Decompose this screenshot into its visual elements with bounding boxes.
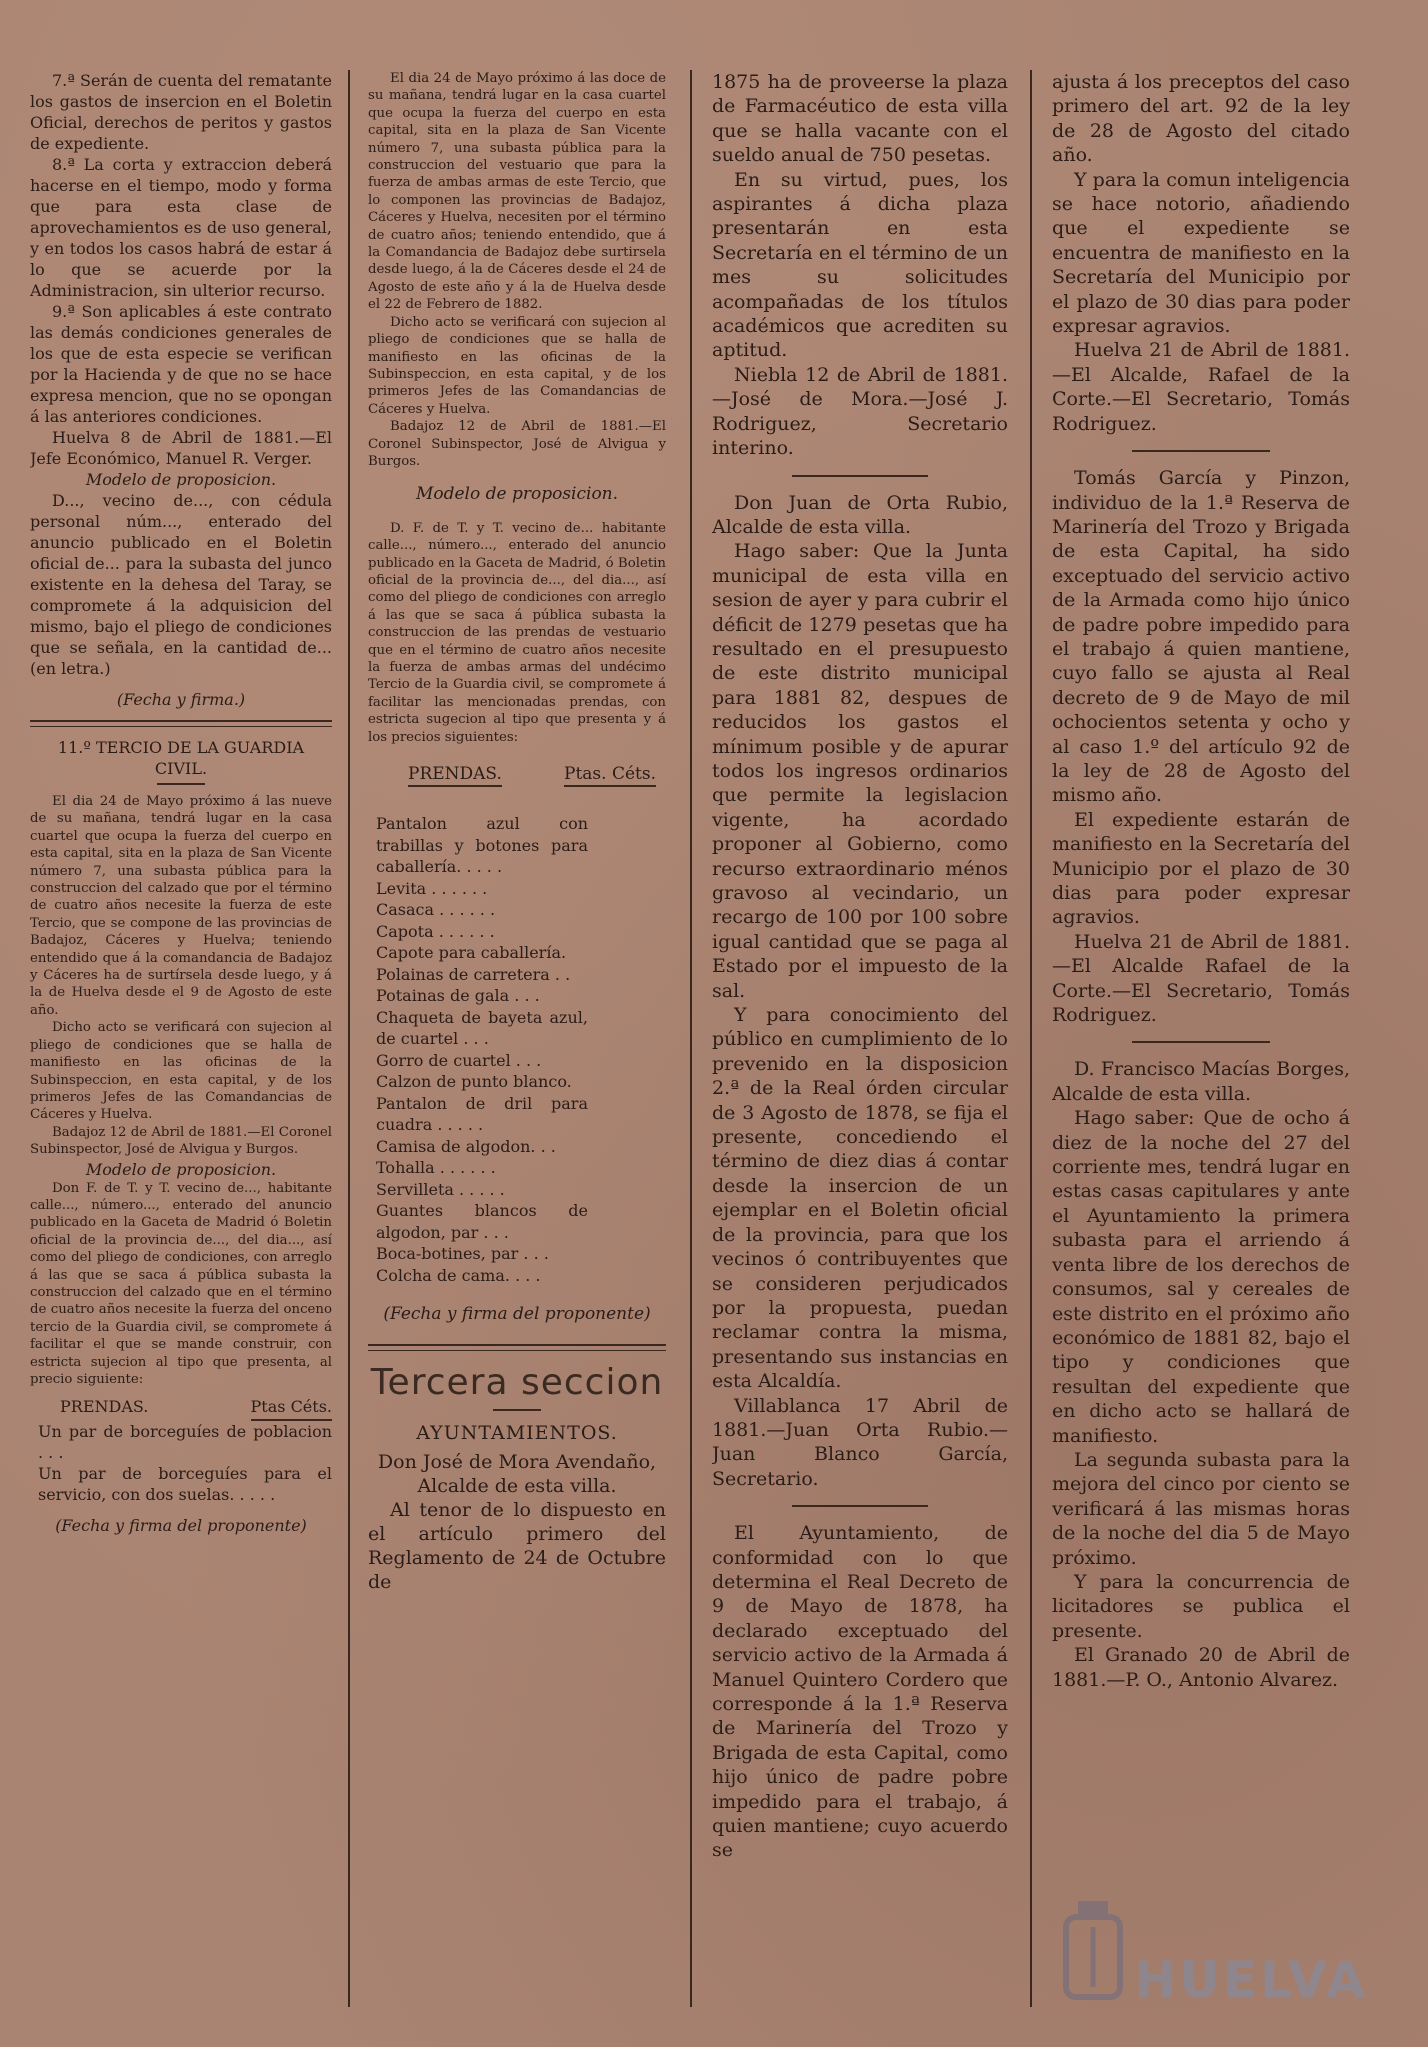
list-item: Levita . . . . . . <box>376 878 488 898</box>
paragraph: 7.ª Serán de cuenta del rematante los gastos de insercion en el Boletin Oficial, derechos de peritos y gastos de expediente. <box>30 71 332 153</box>
paragraph: 1875 ha de proveerse la plaza de Farmacéutico de esta villa que se halla vacante con el sueldo anual de 750 pesetas. <box>712 71 1008 167</box>
signature-line: Badajoz 12 de Abril de 1881.—El Coronel Subinspector, José de Alvigua y Burgos. <box>368 419 666 469</box>
signature-line: Villablanca 17 Abril de 1881.—Juan Orta Rubio.—Juan Blanco García, Secretario. <box>712 1394 1008 1490</box>
paragraph: El dia 24 de Mayo próximo á las nueve de su mañana, tendrá lugar en la casa cuartel que ocupa la fuerza del cuerpo en esta capital, sita en la plaza de San Vicente número 7, una subasta pública para la construccion del calzado que por el término de cuatro años necesite la fuerza de este Tercio, que se compone de las provincias de Badajoz, Cáceres y Huelva; teniendo entendido que á la comandancia de Badajoz y Cáceres ha de surtírsela desde luego, y á la de Huelva desde el 9 de Agosto de este año. <box>30 794 332 1018</box>
paragraph: Y para conocimiento del público en cumplimiento de lo prevenido en la disposicion 2.ª de la Real órden circular de 3 Agosto de 1878, se fija el presente, concediendo el término de diez dias á contar desde la insercion de un ejemplar en el Boletin oficial de la provincia, para que los vecinos ó contribuyentes que se consideren perjudicados por la propuesta, puedan reclamar contra la misma, presentando sus instancias en esta Alcaldía. <box>712 1004 1008 1393</box>
divider <box>157 783 205 785</box>
date-signature-note: (Fecha y firma.) <box>116 690 246 709</box>
list-item: Pantalon de dril para cuadra . . . . . <box>376 1093 588 1135</box>
column-2 <box>368 70 666 2027</box>
list-item: Potainas de gala . . . <box>376 986 540 1006</box>
paragraph: El expediente estarán de manifiesto en la Secretaría del Municipio por el plazo de 30 dias para poder expresar agravios. <box>1052 808 1350 929</box>
ptas-label: Ptas Céts. <box>251 1396 332 1421</box>
column-1 <box>30 70 332 2027</box>
signature-line: Huelva 8 de Abril de 1881.—El Jefe Económico, Manuel R. Verger. <box>30 428 332 468</box>
list-item: Servilleta . . . . . <box>376 1179 505 1199</box>
section-subtitle: Modelo de proposicion. <box>415 484 619 505</box>
prendas-label: PRENDAS. <box>408 766 502 787</box>
section-heading: AYUNTAMIENTOS. <box>416 1421 618 1444</box>
archive-watermark: HUELVA <box>1134 1951 1368 2009</box>
paragraph: El dia 24 de Mayo próximo á las doce de su mañana, tendrá lugar en la casa cuartel que ocupa la fuerza del cuerpo en esta capital, sita en la plaza de San Vicente número 7, una subasta pública para la construccion del vestuario que para la fuerza de ambas armas de este Tercio, que lo componen las provincias de Badajoz, Cáceres y Huelva, necesiten por el término de cuatro años; teniendo entendido, que á la Comandancia de Badajoz debe surtirsela desde luego, á la de Cáceres desde el 24 de Agosto de este año y á la de Huelva desde el 22 de Febrero de 1882. <box>368 71 666 313</box>
divider <box>792 1505 928 1507</box>
list-item: Casaca . . . . . . <box>376 900 496 920</box>
list-item: Un par de borceguíes de poblacion . . . <box>38 1422 332 1463</box>
coat-of-arms-watermark <box>1058 1897 1128 2007</box>
list-item: Tohalla . . . . . . <box>376 1158 496 1178</box>
paragraph: Hago saber: Que la Junta municipal de esta villa en sesion de ayer y para cubrir el déficit de 1279 pesetas que ha resultado en el presupuesto de este distrito municipal para 1881 82, despues de reducidos los gastos el mínimum posible y de apurar todos los ingresos ordinarios que permite la legislacion vigente, ha acordado proponer al Gobierno, como recurso extraordinario ménos gravoso al vecindario, un recargo de 100 por 100 sobre igual cantidad que se paga al Estado por el impuesto de la sal. <box>712 540 1008 1002</box>
column-3 <box>712 70 1008 2027</box>
paragraph: 9.ª Son aplicables á este contrato las demás condiciones generales de los que de esta especie se verifican por la Hacienda y de que no se hace expresa mencion, que no se opongan á las anteriores condiciones. <box>30 302 332 426</box>
ptas-label: Ptas. Céts. <box>564 766 656 787</box>
prendas-header <box>368 766 666 787</box>
date-signature-note: (Fecha y firma del proponente) <box>55 1516 307 1536</box>
prendas-header <box>30 1396 332 1421</box>
section-subtitle: Modelo de proposicion. <box>85 470 277 489</box>
paragraph: Dicho acto se verificará con sujecion al pliego de condiciones que se halla de manifiesto en las oficinas de la Subinspeccion, en esta capital, y de los primeros Jefes de las Comandancias de Cáceres y Huelva. <box>368 314 666 417</box>
paragraph: ajusta á los preceptos del caso primero del art. 92 de la ley de 28 de Agosto del citado año. <box>1052 71 1350 167</box>
date-signature-note: (Fecha y firma del proponente) <box>383 1304 651 1325</box>
list-item: Colcha de cama. . . . <box>376 1265 541 1285</box>
column-rule <box>348 70 350 2007</box>
paragraph: Dicho acto se verificará con sujecion al pliego de condiciones que se halla de manifiesto en las oficinas de la Subinspeccion, en esta capital, y de los primeros Jefes de las Comandancias de Cáceres y Huelva. <box>30 1020 332 1123</box>
section-title: Tercera seccion <box>370 1361 664 1403</box>
prendas-label: PRENDAS. <box>60 1397 149 1417</box>
divider <box>493 1409 541 1411</box>
signature-line: Niebla 12 de Abril de 1881.—José de Mora.—José J. Rodriguez, Secretario interino. <box>712 363 1008 460</box>
list-item: Chaqueta de bayeta azul, de cuartel . . . <box>376 1007 588 1049</box>
paragraph: D. F. de T. y T. vecino de... habitante calle..., número..., enterado del anuncio publicado en la Gaceta de Madrid, ó Boletin oficial de la provincia de..., del dia..., así como del pliego de condiciones con arreglo á las que se saca á pública subasta la construccion de las prendas de vestuario que en el término de cuatro años necesite la fuerza de ambas armas del undécimo Tercio de la Guardia civil, se compromete á facilitar las mencionadas prendas, con estricta sugecion al tipo que presenta y á los precios siguientes: <box>368 520 666 745</box>
paragraph: El Ayuntamiento, de conformidad con lo que determina el Real Decreto de 9 de Mayo de 1878, ha declarado exceptuado del servicio activo de la Armada á Manuel Quintero Cordero que corresponde á la 1.ª Reserva de Marinería del Trozo y Brigada de esta Capital, como hijo único de padre pobre impedido para el trabajo, á quien mantiene; cuyo acuerdo se <box>712 1522 1008 1862</box>
paragraph: Tomás García y Pinzon, individuo de la 1.ª Reserva de Marinería del Trozo y Brigada de esta Capital, ha sido exceptuado del servicio activo de la Armada como hijo único de padre pobre impedido para el trabajo á quien mantiene, cuyo fallo se ajusta al Real decreto de 9 de Mayo de mil ochocientos setenta y ocho y al caso 1.º del artículo 92 de la ley de 28 de Agosto del mismo año. <box>1052 467 1350 807</box>
list-item: Polainas de carretera . . <box>376 964 571 984</box>
paragraph: Y para la concurrencia de licitadores se publica el presente. <box>1052 1570 1350 1642</box>
signature-line: Huelva 21 de Abril de 1881.—El Alcalde, Rafael de la Corte.—El Secretario, Tomás Rodriguez. <box>1052 339 1350 435</box>
divider <box>792 475 928 477</box>
list-item: Guantes blancos de algodon, par . . . <box>376 1201 588 1242</box>
divider <box>368 1344 666 1351</box>
column-rule <box>690 70 692 2007</box>
announcement-title: Don José de Mora Avendaño, Alcalde de esta villa. <box>377 1451 657 1498</box>
paragraph: Don F. de T. y T. vecino de..., habitante calle..., número..., enterado del anuncio publicado en la Gaceta de Madrid ó Boletin oficial de la provincia de..., del dia..., así como del pliego de condiciones, con arreglo á las que se saca á pública subasta la construccion del calzado que en el término de cuatro años necesite la fuerza del onceno tercio de la Guardia civil, se compromete á facilitar el que se mande construir, con estricta sujecion al tipo que presenta, al precio siguiente: <box>30 1180 332 1387</box>
list-item: Capote para caballería. <box>376 943 567 963</box>
column-rule <box>1030 70 1032 2007</box>
paragraph: La segunda subasta para la mejora del cinco por ciento se verificará á las mismas horas de la noche del dia 5 de Mayo próximo. <box>1052 1448 1350 1569</box>
signature-line: El Granado 20 de Abril de 1881.—P. O., Antonio Alvarez. <box>1052 1644 1350 1691</box>
paragraph: En su virtud, pues, los aspirantes á dicha plaza presentarán en esta Secretaría en el término de un mes su solicitudes acompañadas de los títulos académicos que acrediten su aptitud. <box>712 168 1008 362</box>
list-item: Camisa de algodon. . . <box>376 1136 556 1156</box>
signature-line: Huelva 21 de Abril de 1881.—El Alcalde Rafael de la Corte.—El Secretario, Tomás Rodriguez. <box>1052 930 1350 1027</box>
paragraph: Al tenor de lo dispuesto en el artículo primero del Reglamento de 24 de Octubre de <box>368 1499 666 1594</box>
divider <box>1132 450 1269 452</box>
list-item: Capota . . . . . . <box>376 921 495 941</box>
paragraph: Hago saber: Que de ocho á diez de la noche del 27 del corriente mes, tendrá lugar en estas casas capitulares y ante el Ayuntamiento la primera subasta para el arriendo á venta libre de los derechos de consumos, sal y cereales de este distrito en el próximo año económico de 1881 82, bajo el tipo y condiciones que resultan del expediente que en dicho acto se hallará de manifiesto. <box>1052 1107 1350 1447</box>
list-item: Calzon de punto blanco. <box>376 1072 572 1092</box>
divider <box>30 720 332 727</box>
list-item: Gorro de cuartel . . . <box>376 1050 542 1070</box>
list-item: Pantalon azul con trabillas y botones para caballería. . . . . <box>376 814 588 877</box>
section-heading: 11.º TERCIO DE LA GUARDIA CIVIL. <box>57 738 305 778</box>
paragraph: Y para la comun inteligencia se hace notorio, añadiendo que el expediente se encuentra de manifiesto en la Secretaría del Municipio por el plazo de 30 dias para poder expresar agravios. <box>1052 168 1350 338</box>
prendas-list <box>368 813 588 1286</box>
signature-line: Badajoz 12 de Abril de 1881.—El Coronel Subinspector, José de Alvigua y Burgos. <box>30 1124 332 1158</box>
list-item: Un par de borceguíes para el servicio, con dos suelas. . . . . <box>38 1464 332 1505</box>
announcement-title: Don Juan de Orta Rubio, Alcalde de esta villa. <box>712 491 1008 538</box>
section-subtitle: Modelo de proposicion. <box>85 1159 277 1179</box>
divider <box>1132 1041 1269 1043</box>
paragraph: 8.ª La corta y extraccion deberá hacerse en el tiempo, modo y forma que para esta clase de aprovechamientos es de uso general, y en todos los casos habrá de estar á lo que se acuerde por la Administracion, sin ulterior recurso. <box>30 155 332 300</box>
column-4 <box>1052 70 1350 2027</box>
paragraph: D..., vecino de..., con cédula personal núm..., enterado del anuncio publicado en el Boletin oficial de... para la subasta del junco existente en la dehesa del Taray, se compromete á la adquisicion del mismo, bajo el pliego de condiciones que se señala, en la cantidad de... (en letra.) <box>30 491 332 678</box>
list-item: Boca-botines, par . . . <box>376 1244 549 1264</box>
announcement-title: D. Francisco Macías Borges, Alcalde de esta villa. <box>1052 1058 1350 1105</box>
